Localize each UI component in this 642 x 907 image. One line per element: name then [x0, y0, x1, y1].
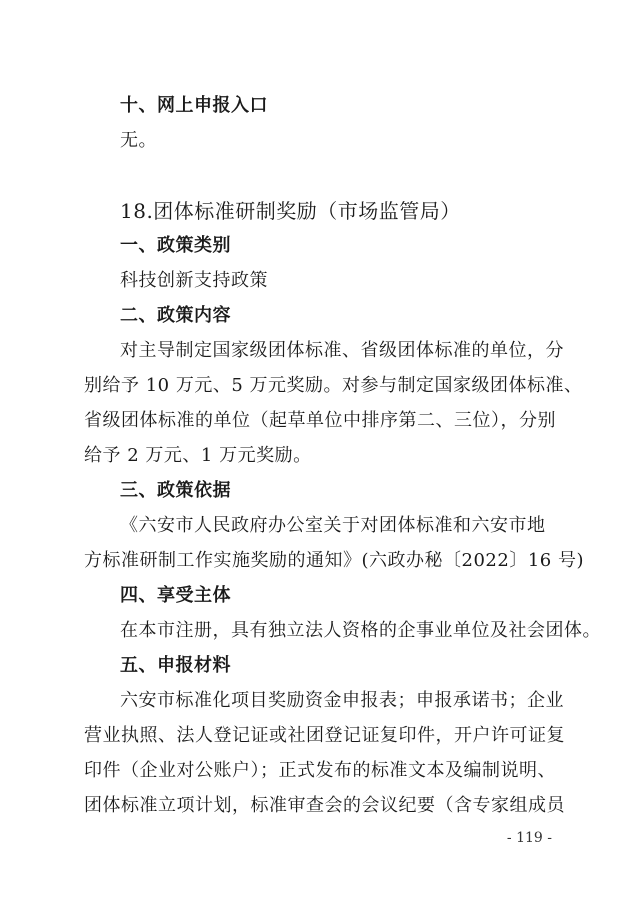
materials-line: 营业执照、法人登记证或社团登记证复印件，开户许可证复: [84, 725, 565, 746]
beneficiary-line: 在本市注册，具有独立法人资格的企事业单位及社会团体。: [120, 620, 601, 641]
content-line: 别给予 10 万元、5 万元奖励。对参与制定国家级团体标准、: [84, 375, 583, 396]
content-line: 省级团体标准的单位（起草单位中排序第二、三位），分别: [84, 410, 556, 431]
section-heading-online-entry: 十、网上申报入口: [120, 95, 268, 116]
materials-line: 印件（企业对公账户）；正式发布的标准文本及编制说明、: [84, 760, 556, 781]
content-line: 对主导制定国家级团体标准、省级团体标准的单位，分: [120, 340, 564, 361]
basis-line: 方标准研制工作实施奖励的通知》(六政办秘〔2022〕16 号): [84, 550, 584, 571]
materials-line: 团体标准立项计划，标准审查会的会议纪要（含专家组成员: [84, 795, 565, 816]
section-heading-beneficiary: 四、享受主体: [120, 585, 231, 606]
policy-title: 18.团体标准研制奖励（市场监管局）: [120, 199, 461, 223]
section-heading-category: 一、政策类别: [120, 235, 231, 256]
basis-line: 《六安市人民政府办公室关于对团体标准和六安市地: [120, 515, 546, 536]
section-body-category: 科技创新支持政策: [120, 270, 268, 291]
section-heading-content: 二、政策内容: [120, 305, 231, 326]
page-number: - 119 -: [506, 830, 552, 846]
section-heading-materials: 五、申报材料: [120, 655, 231, 676]
section-heading-basis: 三、政策依据: [120, 480, 231, 501]
materials-line: 六安市标准化项目奖励资金申报表；申报承诺书；企业: [120, 690, 564, 711]
content-line: 给予 2 万元、1 万元奖励。: [84, 445, 312, 466]
section-body-online-entry: 无。: [120, 130, 157, 151]
